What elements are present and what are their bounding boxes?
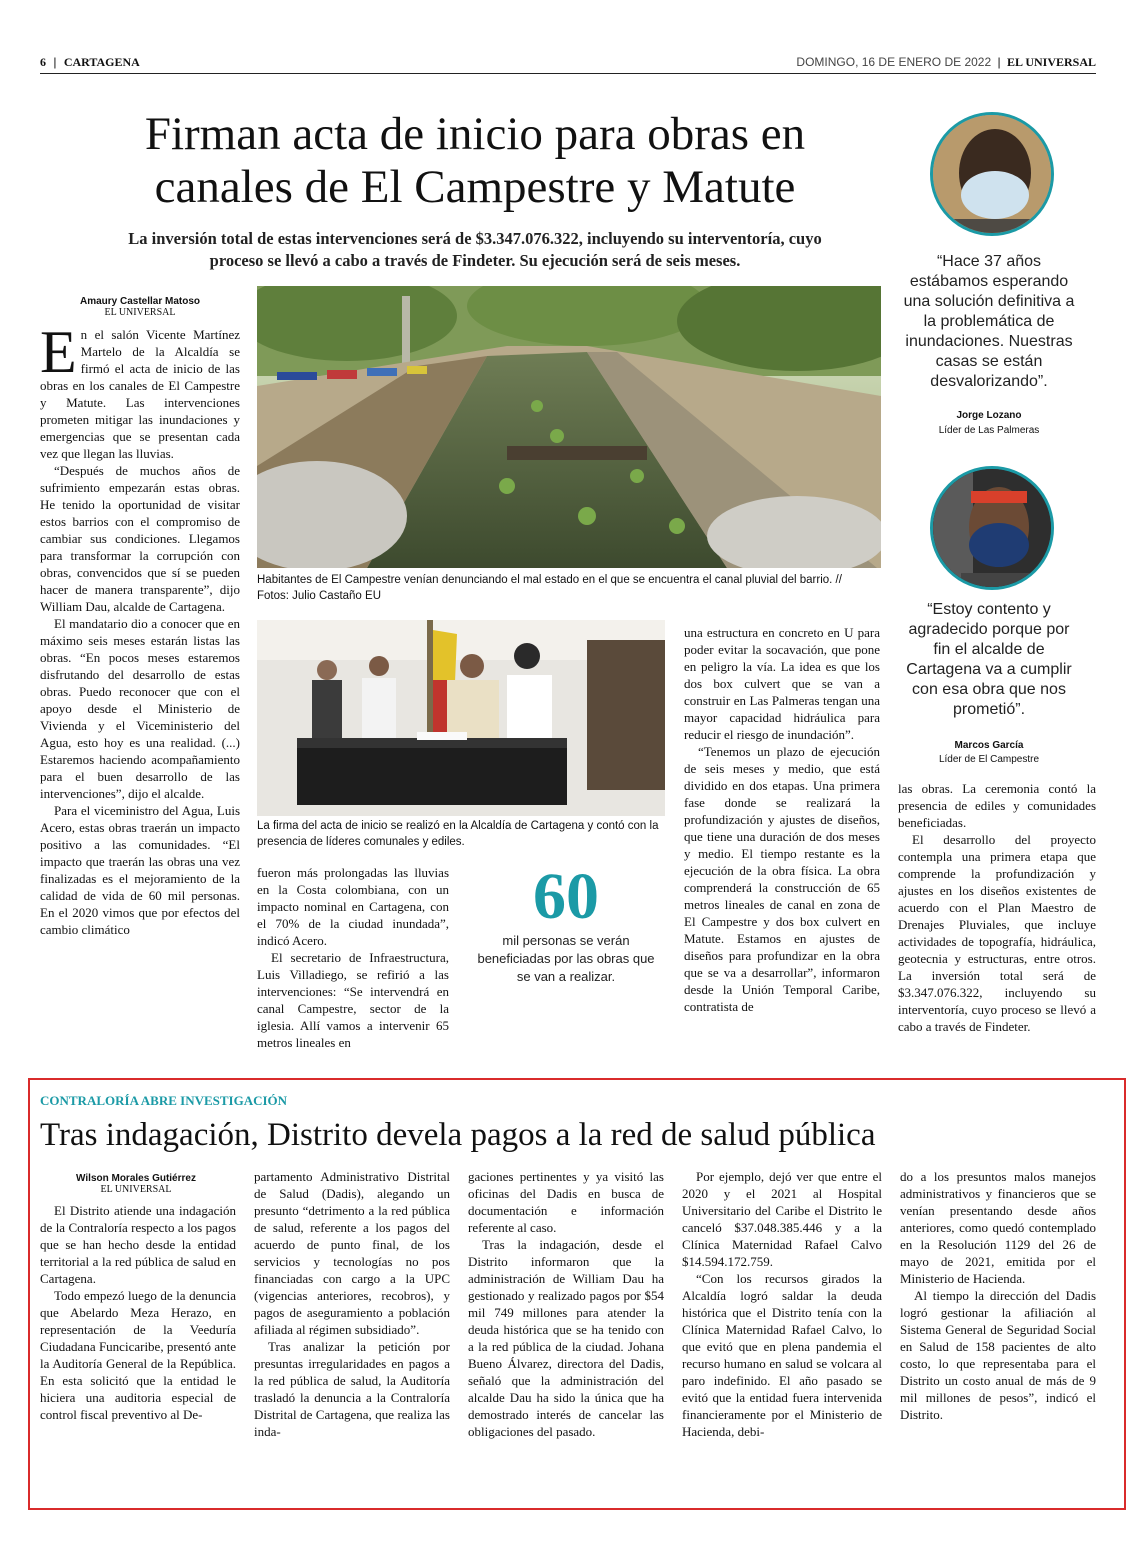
main-column-3	[684, 624, 880, 1064]
paragraph: El desarrollo del proyecto contempla una primera etapa que comprende la profundización y ajustes en los diseños existentes de acuerdo con el Plan Maestro de Drenajes Pluviales, que incluye actividades de topografía, hidráulica, geotecnia y estructuras, entre otros. La inversión total será de $3.347.076.322, incluyendo su interventoría, cuyo proceso se llevó a cabo a través de Findeter.	[898, 832, 1096, 1034]
paragraph: “Tenemos un plazo de ejecución de seis meses y medio, que está dividido en dos etapas. Una primera fase donde se realizará la profundización y ajustes de diseños, que tiene una duración de dos meses y medio. El tiempo restante es la ejecución de la obra física. La obra comprenderá la construcción de 65 metros lineales de canal en zona de El Campestre y dos box culvert en Matute. Estamos en ajustes de diseños para profundizar en la obra que se va a desarrollar”, informaron desde la Unión Temporal Caribe, contratista de	[684, 744, 880, 1014]
header-rule	[40, 73, 1096, 74]
paragraph: do a los presuntos malos manejos administrativos y financieros que se venían presentando desde años anteriores, como quedó contemplado en la Resolución 1129 del 26 de mayo de 2021, emitida por el Ministerio de Hacienda.	[900, 1169, 1096, 1286]
section-name: CARTAGENA	[63, 55, 140, 69]
main-column-4	[898, 780, 1096, 1066]
portrait-marcos-illustration	[933, 469, 1054, 590]
second-byline-org: EL UNIVERSAL	[100, 1184, 172, 1195]
paragraph: Tras analizar la petición por presuntas irregularidades en pagos a la red pública de salud, la Auditoría trasladó la denuncia a la Contraloría Distrital de Cartagena, que realiza las inda-	[254, 1339, 450, 1439]
paragraph: Al tiempo la dirección del Dadis logró gestionar la afiliación al Sistema General de Seguridad Social en Salud de 158 pacientes de alto costo, lo que representaba para el Distrito un costo anual de más de 9 mil millones de pesos”, indicó el Distrito.	[900, 1288, 1096, 1422]
byline-name: Amaury Castellar Matoso	[79, 296, 201, 307]
byline-org: EL UNIVERSAL	[104, 307, 176, 318]
paragraph: gaciones pertinentes y ya visitó las oficinas del Dadis en busca de documentación e información referente al caso.	[468, 1169, 664, 1235]
headline-line-2: canales de El Campestre y Matute	[154, 161, 796, 213]
quote-jorge-role: Líder de Las Palmeras	[938, 425, 1040, 436]
portrait-jorge-illustration	[933, 115, 1054, 236]
portrait-marcos	[930, 466, 1054, 590]
paragraph: “Después de muchos años de sufrimiento empezarán estas obras. He tenido la oportunidad de visitar estos barrios con el compromiso de cambiar sus condiciones. Llegamos para transformar la corrupción con obras, convencidos que sí se pueden hacer de manera transparente”, dijo William Dau, alcalde de Cartagena.	[40, 463, 240, 614]
paper-name: EL UNIVERSAL	[1006, 55, 1096, 69]
signing-photo-illustration	[257, 620, 665, 816]
header-divider: |	[53, 55, 57, 69]
signing-photo	[257, 620, 665, 816]
second-byline	[40, 1173, 232, 1195]
paragraph: “Con los recursos girados la Alcaldía logró saldar la deuda histórica que el Distrito tenía con la Clínica Maternidad Rafael Calvo, lo que evitó que en plena pandemia el recurso humano en salud se volcara al paro indefinido. El año pasado se evitó que la entidad fuera intervenida financieramente por el Ministerio de Hacienda, debi-	[682, 1271, 882, 1439]
second-column-3	[468, 1168, 664, 1470]
paragraph: las obras. La ceremonia contó la presencia de ediles y comunidades beneficiadas.	[898, 781, 1096, 830]
second-column-5	[900, 1168, 1096, 1470]
issue-date: DOMINGO, 16 DE ENERO DE 2022	[796, 55, 992, 69]
stat-number: 60	[533, 860, 599, 933]
signing-photo-caption: La firma del acta de inicio se realizó en la Alcaldía de Cartagena y contó con la presencia de líderes comunales y ediles.	[257, 820, 659, 848]
deck	[40, 228, 910, 272]
drop-cap: E	[40, 326, 77, 385]
paragraph: Por ejemplo, dejó ver que entre el 2020 y el 2021 al Hospital Universitario del Caribe el Distrito le canceló $37.048.385.446 y a la Clínica Maternidad Rafael Calvo $14.594.172.759.	[682, 1169, 882, 1269]
deck-line-2: proceso se llevó a cabo a través de Findeter. Su ejecución será de seis meses.	[209, 251, 741, 270]
canal-photo-illustration	[257, 286, 881, 568]
second-headline: Tras indagación, Distrito devela pagos a la red de salud pública	[40, 1117, 876, 1153]
stat-text: mil personas se verán beneficiadas por las obras que se van a realizar.	[477, 933, 655, 984]
paragraph: El Distrito atiende una indagación de la Contraloría respecto a los pagos que se han hecho desde la entidad territorial a la red pública de salud en Cartagena.	[40, 1203, 236, 1286]
paragraph: Todo empezó luego de la denuncia que Abelardo Meza Herazo, en representación de la Veeduría Ciudadana Funcicaribe, presentó ante la Auditoría General de la República. En esta solicitó que la entidad le hiciera una auditoria especial de control fiscal preventivo al De-	[40, 1288, 236, 1422]
paragraph: una estructura en concreto en U para poder evitar la socavación, que pone en peligro la vía. La idea es que los dos box culvert que se van a construir en Las Palmeras tengan una mayor capacidad hidráulica para reducir el riesgo de inundación”.	[684, 625, 880, 742]
quote-marcos: “Estoy contento y agradecido porque por fin el alcalde de Cartagena va a cumplir con esa obra que nos prometió”.	[906, 601, 1072, 718]
second-column-4	[682, 1168, 882, 1470]
headline-line-1: Firman acta de inicio para obras en	[144, 108, 806, 160]
paragraph: Tras la indagación, desde el Distrito informaron que la administración de William Dau ha gestionado y realizado pagos por $54 mil 749 millones para atender la deuda histórica que se ha tenido con a la red pública de la ciudad. Johana Bueno Álvarez, directora del Dadis, señaló que la administración del alcalde Dau ha sido la única que ha demostrado interés de cancelar las obligaciones del pasado.	[468, 1237, 664, 1439]
portrait-jorge	[930, 112, 1054, 236]
second-column-1	[40, 1202, 236, 1470]
paragraph: n el salón Vicente Martínez Martelo de la Alcaldía se firmó el acta de inicio de las obras en los canales de El Campestre y Matute. Las intervenciones prometen mitigar las inundaciones y emergencias que se presentan cada vez que llegan las lluvias.	[40, 327, 240, 461]
main-column-1	[40, 326, 240, 1066]
canal-photo-caption: Habitantes de El Campestre venían denunciando el mal estado en el que se encuentra el canal pluvial del barrio. // Fotos: Julio Castaño EU	[257, 574, 842, 602]
paragraph: fueron más prolongadas las lluvias en la Costa colombiana, con un impacto nominal en Cartagena, con el 70% de la ciudad inundada”, indicó Acero.	[257, 865, 449, 948]
deck-line-1: La inversión total de estas intervenciones será de $3.347.076.322, incluyendo su interventoría, cuyo	[128, 229, 822, 248]
paragraph: El mandatario dio a conocer que en máximo seis meses estarán listas las obras. “En pocos meses estaremos disfrutando del desarrollo de estas obras. Puedo reconocer que con el apoyo desde el Ministerio de Vivienda y el Viceministerio del Agua, esto hoy es una realidad. (...) Estaremos haciendo acompañamiento para el buen desarrollo de las intervenciones”, dijo el alcalde.	[40, 616, 240, 801]
canal-photo	[257, 286, 881, 568]
headline	[40, 108, 910, 214]
quote-jorge-name: Jorge Lozano	[956, 410, 1022, 421]
quote-marcos-name: Marcos García	[954, 740, 1024, 751]
second-byline-name: Wilson Morales Gutiérrez	[76, 1173, 196, 1184]
main-column-2	[257, 864, 449, 1064]
quote-marcos-role: Líder de El Campestre	[938, 754, 1040, 765]
page-number: 6	[40, 55, 46, 69]
paragraph: El secretario de Infraestructura, Luis Villadiego, se refirió a las intervenciones: “Se intervendrá en canal Campestre, sector de la iglesia. Allí vamos a intervenir 65 metros lineales en	[257, 950, 449, 1050]
quote-jorge: “Hace 37 años estábamos esperando una solución definitiva a la problemática de inundaciones. Nuestras casas se están desvalorizando”.	[903, 253, 1075, 390]
stat-box	[466, 862, 666, 986]
byline	[40, 296, 240, 318]
paragraph: partamento Administrativo Distrital de Salud (Dadis), alegando un presunto “detrimento a la red pública de salud, referente a los pagos del acuerdo de punto final, de los servicios y tecnologías no pos financiadas con cargo a la UPC (vigencias anteriores, recobros), y pagos de aseguramiento a población afiliada al régimen subsidiado”.	[254, 1169, 450, 1337]
second-kicker: CONTRALORÍA ABRE INVESTIGACIÓN	[40, 1093, 288, 1108]
second-column-2	[254, 1168, 450, 1470]
page-header	[40, 55, 1096, 73]
header-right: DOMINGO, 16 DE ENERO DE 2022 | EL UNIVERSAL	[796, 55, 1096, 69]
paragraph: Para el viceministro del Agua, Luis Acero, estas obras traerán un impacto positivo a las comunidades. “El impacto que traerán las obras una vez finalizadas es el mejoramiento de la calidad de vida de 60 mil personas. En el 2020 vimos que por efectos del cambio climático	[40, 803, 240, 937]
